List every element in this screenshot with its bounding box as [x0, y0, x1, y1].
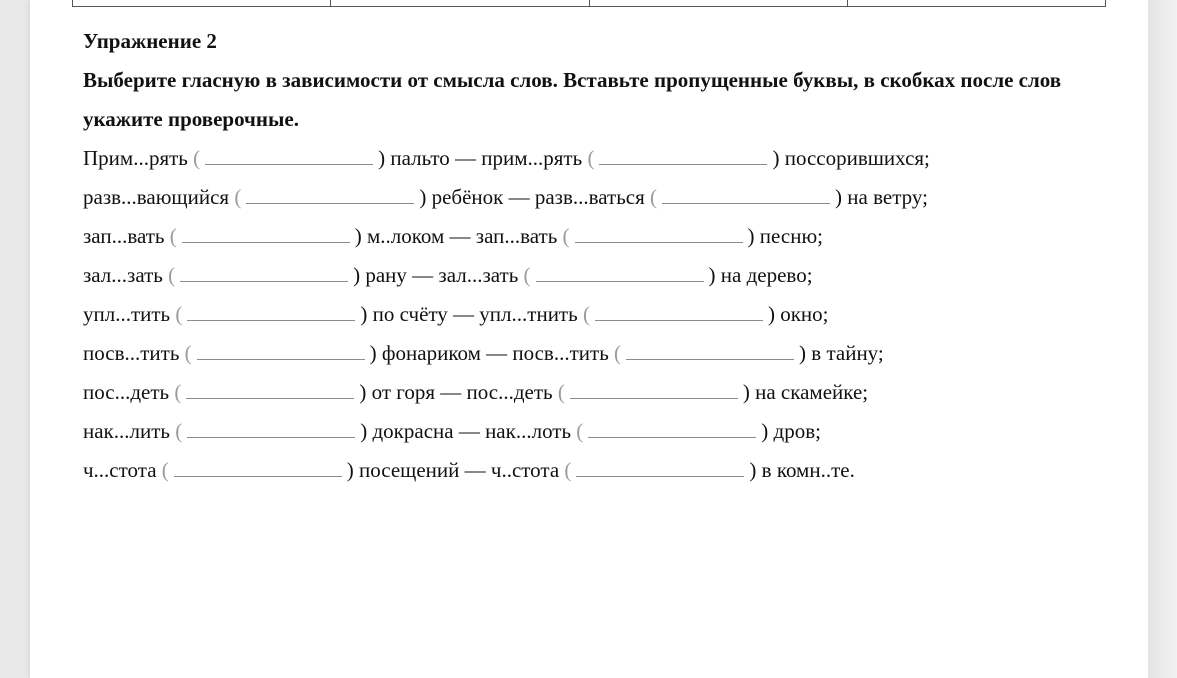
paren-close: ) [359, 380, 367, 404]
word-end: дров; [773, 419, 821, 443]
answer-blank[interactable] [599, 144, 767, 165]
word-middle: м..локом — зап...вать [367, 224, 558, 248]
paren-open: ( [587, 146, 595, 170]
exercise-line [83, 334, 1123, 373]
word-end: окно; [780, 302, 829, 326]
answer-blank[interactable] [595, 300, 763, 321]
word-middle: пальто — прим...рять [390, 146, 583, 170]
word-end: поссорившихся; [784, 146, 930, 170]
paren-open: ( [168, 263, 176, 287]
word-middle: рану — зал...зать [365, 263, 519, 287]
exercise-line [83, 256, 1123, 295]
answer-blank[interactable] [575, 222, 743, 243]
exercise-instruction: Выберите гласную в зависимости от смысла слов. Вставьте пропущенные буквы, в скобках после слов укажите проверочные. [83, 68, 1062, 131]
exercise-line [83, 178, 1123, 217]
paren-close: ) [378, 146, 386, 170]
exercise-block [83, 22, 1123, 490]
paren-open: ( [184, 341, 192, 365]
paren-open: ( [234, 185, 242, 209]
word-first: нак...лить [83, 419, 170, 443]
word-first: посв...тить [83, 341, 180, 365]
exercise-line [83, 412, 1123, 451]
answer-blank[interactable] [662, 183, 830, 204]
paren-open: ( [582, 302, 590, 326]
exercise-line [83, 373, 1123, 412]
table-bottom-edge [72, 0, 1106, 7]
exercise-title: Упражнение 2 [83, 29, 217, 53]
word-first: зал...зать [83, 263, 163, 287]
paren-open: ( [175, 302, 183, 326]
paren-close: ) [749, 458, 757, 482]
exercise-line [83, 217, 1123, 256]
paren-open: ( [193, 146, 201, 170]
word-end: на ветру; [847, 185, 928, 209]
paren-open: ( [161, 458, 169, 482]
paren-open: ( [175, 419, 183, 443]
word-end: на дерево; [720, 263, 813, 287]
paren-close: ) [799, 341, 807, 365]
paren-open: ( [564, 458, 572, 482]
word-first: пос...деть [83, 380, 170, 404]
answer-blank[interactable] [182, 222, 350, 243]
paren-close: ) [708, 263, 716, 287]
word-middle: от горя — пос...деть [371, 380, 553, 404]
paren-close: ) [354, 224, 362, 248]
paren-open: ( [576, 419, 584, 443]
word-end: в комн..те. [761, 458, 855, 482]
paren-close: ) [835, 185, 843, 209]
exercise-line [83, 139, 1123, 178]
word-first: зап...вать [83, 224, 165, 248]
paren-close: ) [767, 302, 775, 326]
word-first: разв...вающийся [83, 185, 230, 209]
answer-blank[interactable] [626, 339, 794, 360]
paren-close: ) [360, 419, 368, 443]
exercise-line [83, 451, 1123, 490]
answer-blank[interactable] [186, 378, 354, 399]
paren-close: ) [419, 185, 427, 209]
word-middle: докрасна — нак...лоть [372, 419, 572, 443]
paren-open: ( [614, 341, 622, 365]
answer-blank[interactable] [576, 456, 744, 477]
word-middle: по счёту — упл...тнить [372, 302, 578, 326]
word-end: песню; [759, 224, 823, 248]
paren-open: ( [650, 185, 658, 209]
answer-blank[interactable] [205, 144, 373, 165]
paren-open: ( [562, 224, 570, 248]
answer-blank[interactable] [197, 339, 365, 360]
word-end: в тайну; [811, 341, 884, 365]
word-first: Прим...рять [83, 146, 188, 170]
paren-close: ) [747, 224, 755, 248]
paren-open: ( [523, 263, 531, 287]
exercise-line [83, 295, 1123, 334]
table-cell [848, 0, 1105, 6]
viewer-margin [1148, 0, 1177, 678]
paren-close: ) [360, 302, 368, 326]
exercise-lines [83, 139, 1123, 490]
paren-close: ) [761, 419, 769, 443]
paren-open: ( [557, 380, 565, 404]
table-cell [590, 0, 848, 6]
paren-close: ) [742, 380, 750, 404]
paren-close: ) [346, 458, 354, 482]
paren-open: ( [169, 224, 177, 248]
paren-close: ) [772, 146, 780, 170]
answer-blank[interactable] [187, 300, 355, 321]
answer-blank[interactable] [570, 378, 738, 399]
document-page [30, 0, 1148, 678]
paren-close: ) [353, 263, 361, 287]
answer-blank[interactable] [588, 417, 756, 438]
word-first: упл...тить [83, 302, 171, 326]
answer-blank[interactable] [536, 261, 704, 282]
word-first: ч...стота [83, 458, 157, 482]
answer-blank[interactable] [180, 261, 348, 282]
word-middle: фонариком — посв...тить [381, 341, 609, 365]
word-middle: посещений — ч..стота [359, 458, 560, 482]
answer-blank[interactable] [174, 456, 342, 477]
answer-blank[interactable] [187, 417, 355, 438]
table-cell [73, 0, 331, 6]
answer-blank[interactable] [246, 183, 414, 204]
word-end: на скамейке; [755, 380, 869, 404]
paren-open: ( [174, 380, 182, 404]
word-middle: ребёнок — разв...ваться [431, 185, 645, 209]
table-cell [331, 0, 589, 6]
paren-close: ) [369, 341, 377, 365]
